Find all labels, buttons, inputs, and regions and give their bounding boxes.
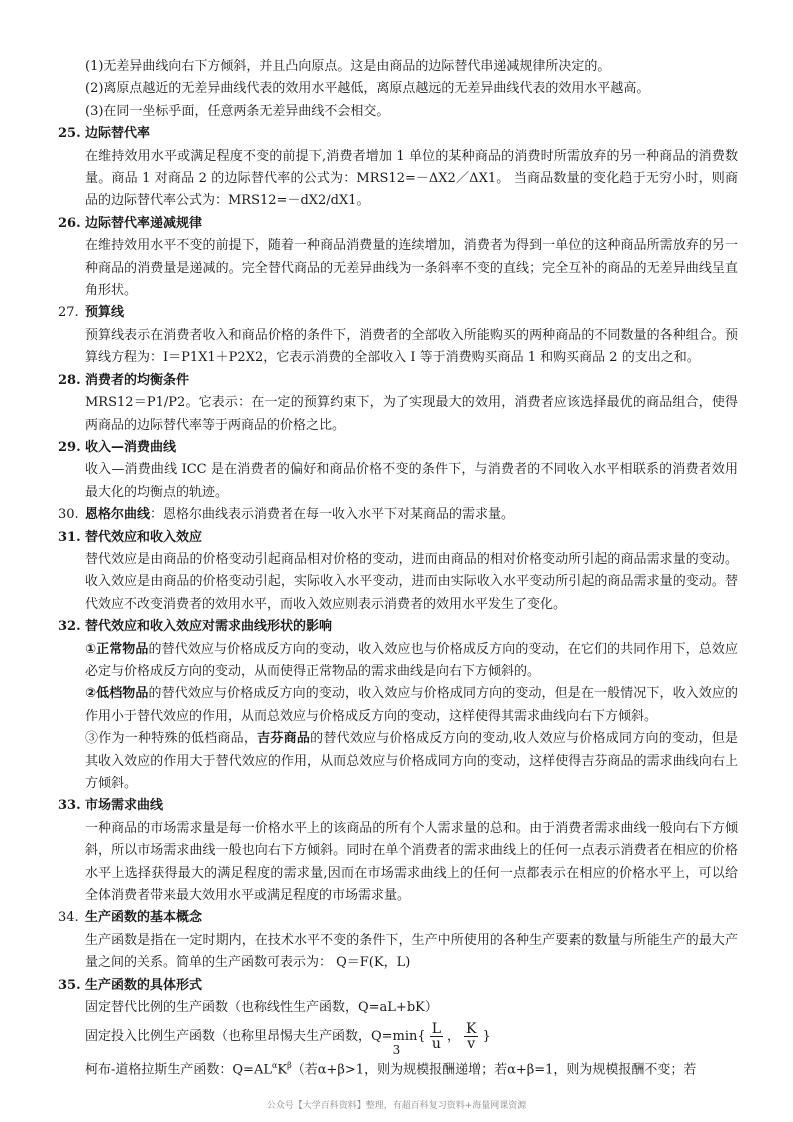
section-27: [58, 302, 738, 369]
section-body: 生产函数是指在一定时期内，在技术水平不变的条件下，生产中所使用的各种生产要素的数量与所能生产的最大产量之间的关系。简单的生产函数可表示为： Q＝F(K，L): [85, 932, 738, 971]
section-body: 替代效应是由商品的价格变动引起商品相对价格的变动，进而由商品的相对价格变动所引起的商品需求量的变动。收入效应是由商品的价格变动引起，实际收入水平变动，进而由实际收入水平变动所引起的商品需求量的变动。替代效应不改变消费者的效用水平，而收入效应则表示消费者的效用水平发生了变化。: [85, 551, 738, 612]
section-number: 35.: [58, 977, 81, 993]
fraction-l-over-u: $\frac{L}{u}$: [431, 1021, 441, 1053]
section-title: 生产函数的基本概念: [85, 910, 203, 926]
section-title: 生产函数的具体形式: [85, 977, 203, 993]
section-body: 收入—消费曲线 ICC 是在消费者的偏好和商品价格不变的条件下，与消费者的不同收入水平相联系的消费者效用最大化的均衡点的轨迹。: [85, 462, 738, 500]
section-number: 25.: [58, 126, 81, 142]
section-title: 消费者的均衡条件: [85, 372, 190, 388]
section-number: 33.: [58, 798, 81, 814]
section-25: [58, 123, 738, 213]
section-number: 28.: [58, 372, 81, 388]
fraction-k-over-v: $\frac{K}{v}$: [466, 1021, 477, 1053]
section-31: [58, 527, 738, 617]
section-28: [58, 370, 738, 437]
section-title: 替代效应和收入效应对需求曲线形状的影响: [85, 619, 333, 635]
section-34: [58, 907, 738, 974]
section-body: 预算线表示在消费者收入和商品价格的条件下，消费者的全部收入所能购买的两种商品的不同数量的各种组合。预算线方程为：I＝P1X1＋P2X2，它表示消费的全部收入 I 等于消费购买商品 1 和购买商品 2 的支出之和。: [85, 327, 738, 366]
paragraph-normal-goods: ①正常物品的替代效应与价格成反方向的变动，收入效应也与价格成反方向的变动，在它们的共同作用下，总效应必定与价格成反方向的变动，从而使得正常物品的需求曲线是向右下方倾斜的。: [85, 641, 738, 679]
section-29: [58, 437, 738, 504]
section-35: [58, 975, 738, 1083]
section-body: ：恩格尔曲线表示消费者在每一收入水平下对某商品的需求量。: [150, 507, 515, 523]
section-body: 在维持效用水平不变的前提下，随着一种商品消费量的连续增加，消费者为得到一单位的这种商品所需放弃的另一种商品的消费量是递减的。完全替代商品的无差异曲线为一条斜率不变的直线；完全互补的商品的无差异曲线呈直角形状。: [85, 238, 738, 299]
section-title: 替代效应和收入效应: [85, 529, 203, 545]
term-inferior-goods: ②低档物品: [85, 686, 149, 702]
cobb-douglas-production-function: 柯布-道格拉斯生产函数：$Q=AL^\alpha K^\beta$（若α+β>1，则为规模报酬递增；若α+β=1，则为规模报酬不变；若: [85, 1061, 697, 1078]
paragraph-inferior-goods: ②低档物品的替代效应与价格成反方向的变动，收入效应与价格成同方向的变动，但是在一般情况下，收入效应的作用小于替代效应的作用，从而总效应与价格成反方向的变动，这样使得其需求曲线向右下方倾斜。: [85, 686, 738, 724]
section-number: 29.: [58, 439, 81, 455]
section-number: 31.: [58, 529, 81, 545]
section-30: [58, 504, 738, 526]
section-26: [58, 213, 738, 303]
term-normal-goods: ①正常物品: [85, 641, 149, 657]
section-33: [58, 795, 738, 907]
section-body: 一种商品的市场需求量是每一价格水平上的该商品的所有个人需求量的总和。由于消费者需求曲线一般向右下方倾斜，所以市场需求曲线一般也向右下方倾斜。同时在单个消费者的需求曲线上的任何一点表示消费者在相应的价格水平上选择获得最大的满足程度的需求量,因而在市场需求曲线上的任何一点都表示在相应的价格水平上，可以给全体消费者带来最大效用水平或满足程度的市场需求量。: [85, 820, 738, 904]
section-number: 34.: [58, 910, 79, 926]
section-title: 收入—消费曲线: [85, 439, 177, 455]
paragraph-giffen-goods: ③作为一种特殊的低档商品，吉芬商品的替代效应与价格成反方向的变动,收人效应与价格成同方向的变动，但是其收入效应的作用大于替代效应的作用，从而总效应与价格成同方向的变动，这样使得吉芬商品的需求曲线向右上方倾斜。: [85, 731, 738, 791]
leontief-production-function: 固定投入比例生产函数（也称里昂惕夫生产函数，Q=min{ $\frac{L}{u}$ ， $\frac{K}{v}$ }: [85, 1021, 491, 1053]
document-page: [58, 56, 738, 1082]
intro-line-2: (2)离原点越近的无差异曲线代表的效用水平越低，离原点越远的无差异曲线代表的效用水平越高。: [85, 81, 650, 97]
section-number: 26.: [58, 215, 81, 231]
section-number: 30.: [58, 507, 79, 523]
section-title: 边际替代率递减规律: [85, 215, 203, 231]
section-body: 在维持效用水平或满足程度不变的前提下,消费者增加 1 单位的某种商品的消费时所需放弃的另一种商品的消费数量。商品 1 对商品 2 的边际替代率的公式为：MRS12=－ΔX2／ΔX1。 当商品数量的变化趋于无穷小时，则商品的边际替代率公式为：MRS12=－dX2/dX1。: [85, 148, 738, 209]
section-title: 预算线: [85, 305, 125, 321]
section-title: 恩格尔曲线: [85, 507, 151, 523]
footer-watermark: 公众号【大学百科资料】整理，有超百科复习资料+海量网课资源: [266, 1101, 527, 1111]
section-32: [58, 616, 738, 795]
linear-production-function: 固定替代比例的生产函数（也称线性生产函数，Q=aL+bK）: [85, 1000, 438, 1016]
intro-line-3: (3)在同一坐标乎面，任意两条无差异曲线不会相交。: [85, 103, 390, 119]
section-title: 边际替代率: [85, 126, 151, 142]
term-giffen-goods: 吉芬商品: [257, 731, 311, 747]
section-number: 27.: [58, 305, 79, 321]
section-body: MRS12＝P1/P2。它表示：在一定的预算约束下，为了实现最大的效用，消费者应该选择最优的商品组合，使得两商品的边际替代率等于两商品的价格之比。: [85, 395, 738, 433]
intro-line-1: (1)无差异曲线向右下方倾斜，并且凸向原点。这是由商品的边际替代串递减规律所决定的。: [85, 59, 611, 74]
section-title: 市场需求曲线: [85, 798, 164, 814]
section-number: 32.: [58, 619, 81, 635]
page-number: 3: [392, 1043, 401, 1057]
